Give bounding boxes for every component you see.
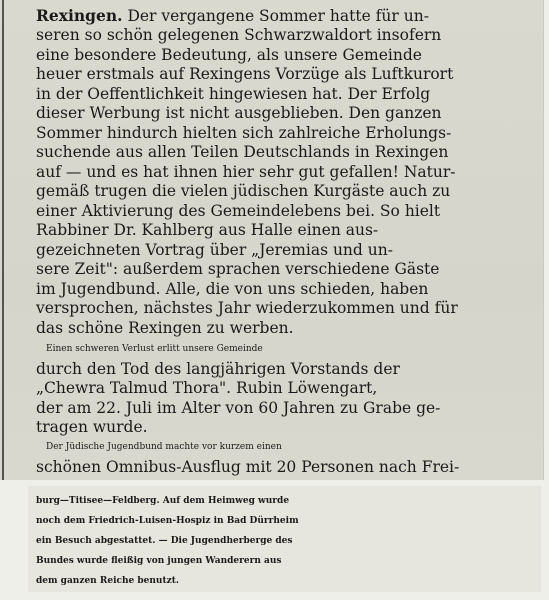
article-headline: Rexingen. — [36, 6, 123, 25]
column-rule — [2, 0, 4, 480]
article-line: schönen Omnibus-Ausflug mit 20 Personen nach Frei- — [36, 457, 460, 476]
article-line: noch dem Friedrich-Luisen-Hospiz in Bad Dürrheim — [36, 516, 299, 526]
article-line: Rabbiner Dr. Kahlberg aus Halle einen aus- — [36, 221, 379, 239]
article-line: in der Oeffentlichkeit hingewiesen hat. Der Erfolg — [36, 84, 431, 103]
article-line: dem ganzen Reiche benutzt. — [36, 576, 180, 586]
article-line: der am 22. Juli im Alter von 60 Jahren zu Grabe ge- — [36, 398, 441, 417]
article-line: tragen wurde. — [36, 418, 148, 436]
article-line: ein Besuch abgestattet. — Die Jugendherberge des — [36, 536, 293, 546]
article-line: heuer erstmals auf Rexingens Vorzüge als Luftkurort — [36, 65, 454, 83]
article-line: suchende aus allen Teilen Deutschlands in Rexingen — [36, 143, 449, 161]
article-line: gemäß trugen die vielen jüdischen Kurgäste auch zu — [36, 182, 451, 200]
article-line: Rexingen. Der vergangene Sommer hatte für un- — [36, 6, 429, 25]
article-line: Der Jüdische Jugendbund machte vor kurzem einen — [46, 442, 282, 452]
article-line: einer Aktivierung des Gemeindelebens bei. So hielt — [36, 201, 441, 220]
article-line: versprochen, nächstes Jahr wiederzukommen und für — [36, 299, 458, 317]
article-line: dieser Werbung ist nicht ausgeblieben. Den ganzen — [36, 104, 442, 122]
article-line: das schöne Rexingen zu werben. — [36, 318, 294, 337]
article-line: Einen schweren Verlust erlitt unsere Gemeinde — [46, 344, 263, 354]
article-line: im Jugendbund. Alle, die von uns schieden, haben — [36, 279, 429, 298]
article-line: Bundes wurde fleißig von jungen Wanderern aus — [36, 556, 282, 566]
article-line: „Chewra Talmud Thora". Rubin Löwengart, — [36, 379, 378, 397]
article-line: durch den Tod des langjährigen Vorstands der — [36, 359, 400, 378]
article-line: seren so schön gelegenen Schwarzwaldort insofern — [36, 26, 442, 44]
article-line: auf — und es hat ihnen hier sehr gut gefallen! Natur- — [36, 162, 456, 181]
newspaper-clipping-bottom — [28, 486, 541, 592]
article-line: gezeichneten Vortrag über „Jeremias und un- — [36, 240, 393, 259]
article-line: burg—Titisee—Feldberg. Auf dem Heimweg wurde — [36, 496, 290, 506]
article-line: Sommer hindurch hielten sich zahlreiche Erholungs- — [36, 123, 452, 142]
article-line: eine besondere Bedeutung, als unsere Gemeinde — [36, 45, 422, 64]
article-line: sere Zeit": außerdem sprachen verschiedene Gäste — [36, 260, 440, 278]
